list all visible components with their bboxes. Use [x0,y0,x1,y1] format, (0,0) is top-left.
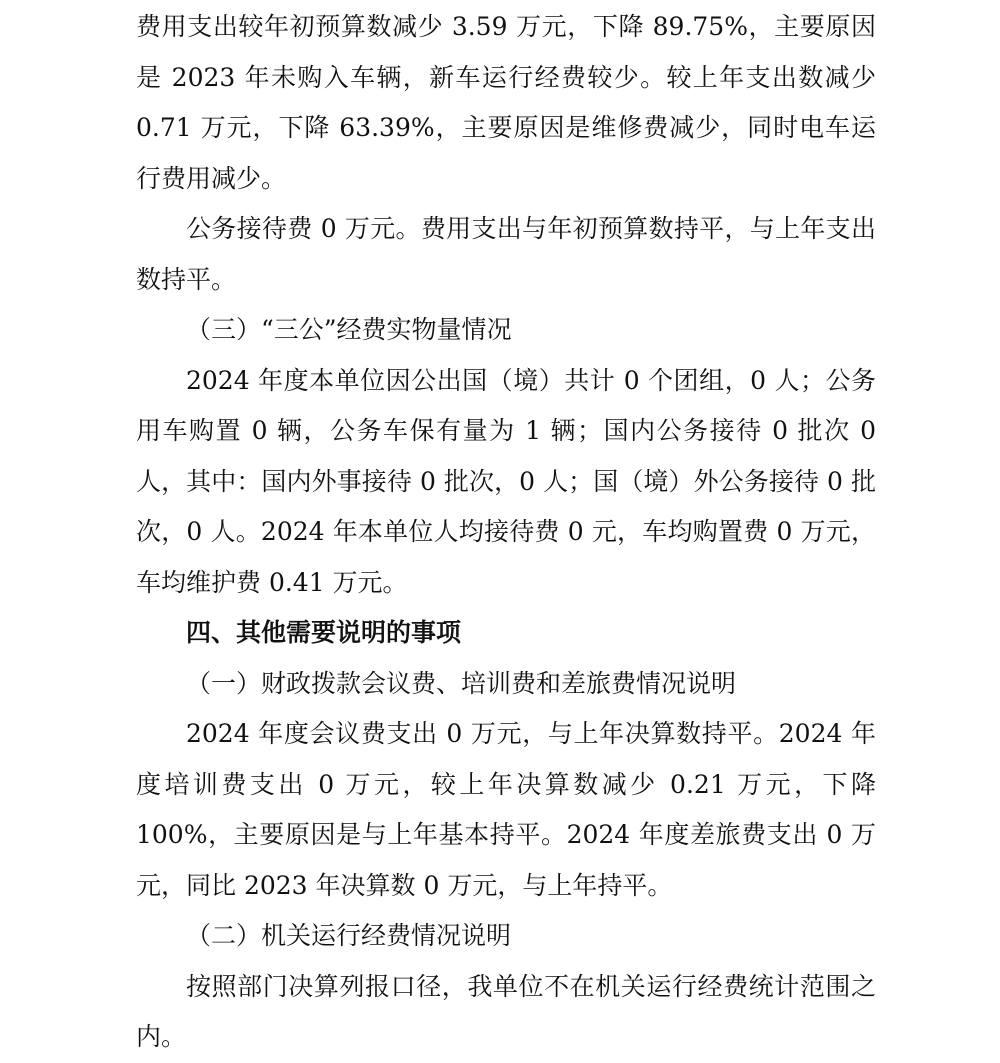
paragraph-reception-cost: 公务接待费 0 万元。费用支出与年初预算数持平，与上年支出数持平。 [136,214,876,294]
paragraph-three-public-quantity: 2024 年度本单位因公出国（境）共计 0 个团组，0 人；公务用车购置 0 辆，公务车保有量为 1 辆；国内公务接待 0 批次 0 人，其中：国内外事接待 0 批次，0 人；国（境）外公务接待 0 批次，0 人。2024 年本单位人均接待费 0 元，车均购置费 0 万元，车均维护费 0.41 万元。 [136,365,876,597]
paragraph-vehicle-cost: 费用支出较年初预算数减少 3.59 万元，下降 89.75%，主要原因是 2023 年未购入车辆，新车运行经费较少。较上年支出数减少 0.71 万元，下降 63.39%，主要原因是维修费减少，同时电车运行费用减少。 [136,12,876,193]
paragraph-operating-expenses: 按照部门决算列报口径，我单位不在机关运行经费统计范围之内。 [136,971,876,1051]
heading-meeting-training-travel: （一）财政拨款会议费、培训费和差旅费情况说明 [186,668,737,698]
heading-other-matters: 四、其他需要说明的事项 [186,618,462,647]
heading-three-public-quantity: （三）“三公”经费实物量情况 [186,315,512,344]
heading-operating-expenses: （二）机关运行经费情况说明 [186,921,512,950]
document-page [136,0,876,1063]
paragraph-meeting-training-travel: 2024 年度会议费支出 0 万元，与上年决算数持平。2024 年度培训费支出 0 万元，较上年决算数减少 0.21 万元，下降 100%，主要原因是与上年基本持平。2024 年度差旅费支出 0 万元，同比 2023 年决算数 0 万元，与上年持平。 [136,719,876,900]
